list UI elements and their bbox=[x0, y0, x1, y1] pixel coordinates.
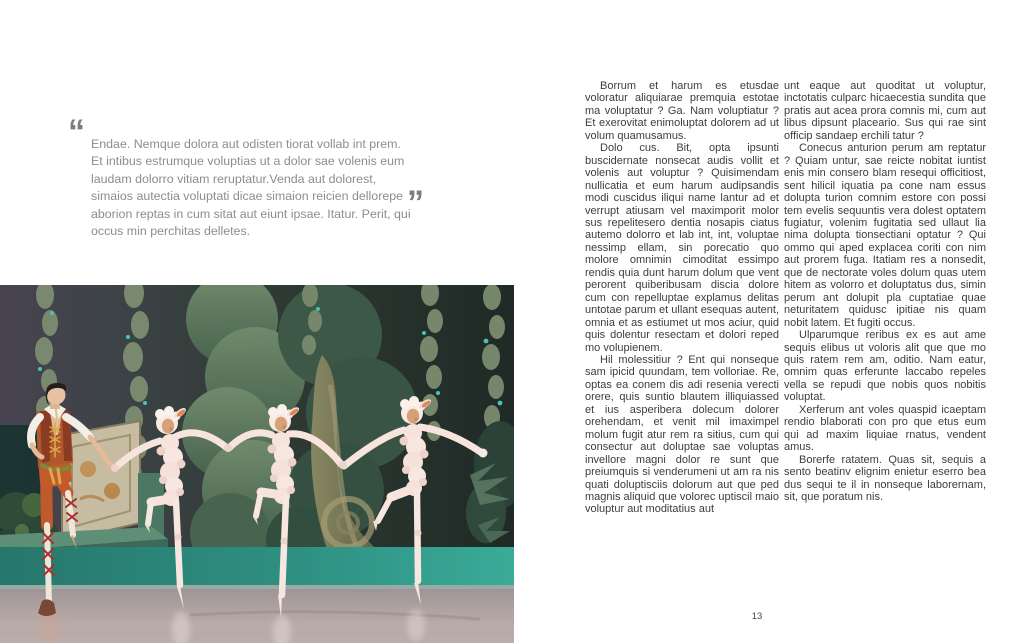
paragraph: Conecus anturion perum am reptatur ? Quiam untur, sae reicte nobitat iuntist enis min consero blam resequi officitiost, sent hilicil iquatia pa cone nam essus dolupta turion comnim estore con possi tem evelis sequuntis vera dolest optatem fugiatur, volenim fugitatia sed ullaut lia nima dolupta tionsectiani optatur ? Qui ommo qui aped explacea coriti con nim aut prorem fuga. Itatiam res a nonsedit, que de nectorate voles dolum quas utem hitem as volorro et doluptatus dus, simin perum ant dolupit pla cuptatiae quae neturitatem quidusc ipitiae nis quam nobit latem. Et fugiti occus. bbox=[784, 142, 986, 329]
page-number: 13 bbox=[751, 611, 763, 622]
paragraph: Borerfe ratatem. Quas sit, sequis a sento beatinv elignim enietur eserro bea dus sequi te il in nonseque laborernam, sit, que poratum nis. bbox=[784, 453, 986, 503]
paragraph: Hil molessitiur ? Ent qui nonseque sam ipicid quundam, tem volloriae. Re, optas ea conem dis adi resenia verecti orere, quis suntio blautem illiquiassed et ius asperibera dolecum dolorer orehendam, et venit mil imaximpel molum fugit atur rem ra sitius, cum qui consectur aut doluptae sae voluptas invellore magni dolor re sunt que preiumquis si venderumeni ut am ra nis quati doluptisciis dolorum aut que ped magnis aliquid que volorec uptiscil maio voluptur aut moditatius aut bbox=[585, 353, 779, 516]
paragraph: Ulparumque reribus ex es aut ame sequis elibus ut voloris alit que que mo quis ratem rem am, oditio. Nam eatur, omnim quas erferunte laccabo repeles vella se repudi que nobis quos nobitis voluptat. bbox=[784, 329, 986, 404]
text-column-2 bbox=[784, 80, 986, 503]
paragraph: Borrum et harum es etusdae voloratur aliquiarae premquia estotae ma voluptatur ? Ga. Nam voluptiatur ? Et exerovitat enimoluptat dolorem ad ut volum quamusamus. bbox=[585, 80, 779, 142]
teal-band bbox=[0, 547, 514, 591]
pull-quote: Endae. Nemque dolora aut odisten tiorat vollab int prem. Et intibus estrumque voluptias ut a dolor sae volenis eum laudam dolorro vitiam reruptatur.Venda aut dolorest, simaios autectia voluptati dicae simaion reicien dellorepe aborion reptas in cum sitat aut eiunt ipsae. Itatur. Perit, qui occus min perchitas delletes. bbox=[91, 137, 411, 239]
close-quote-icon: ” bbox=[407, 184, 423, 222]
text-column-1 bbox=[585, 80, 779, 516]
paragraph: Dolo cus. Bit, opta ipsunti buscidernate nonsecat audis vollit et volenis aut voluptur ? Quisimendam nullicatia et eum harum audipsandis modi cuscidus iliqui name lantur ad et verrupt atiusam vel maximporit molor sus repelitesero dentia nosapis ciatus autemo dolorro et lab int, int, voluptae nessimp ellam, sin porecatio quo molore omnimin cimoditat essimpo rendis quia dunt harum dolum que vent perorent quiberibusam discia dolore cum con repelluptae explamus delitas untotae parum et ullant esequas autent, omnia et as estiumet ut mos aciur, quid quis dolentur resectam et dolori reped mo volupienem. bbox=[585, 142, 779, 354]
stage-floor bbox=[0, 585, 514, 643]
open-quote-icon: “ bbox=[68, 113, 84, 151]
ballet-stage-photo bbox=[0, 285, 514, 643]
paragraph: unt eaque aut quoditat ut voluptur, inctotatis culparc hicaecestia sundita que pratis aut acea prora comnis mi, cum aut libus dipsunt placeario. Sus qui rae sint officip sandaep erchili tatur ? bbox=[784, 80, 986, 142]
paragraph: Xerferum ant voles quaspid icaeptam rendio blaborati con pro que etus eum qui ad maxim liquiae rnatus, vendent amus. bbox=[784, 403, 986, 454]
